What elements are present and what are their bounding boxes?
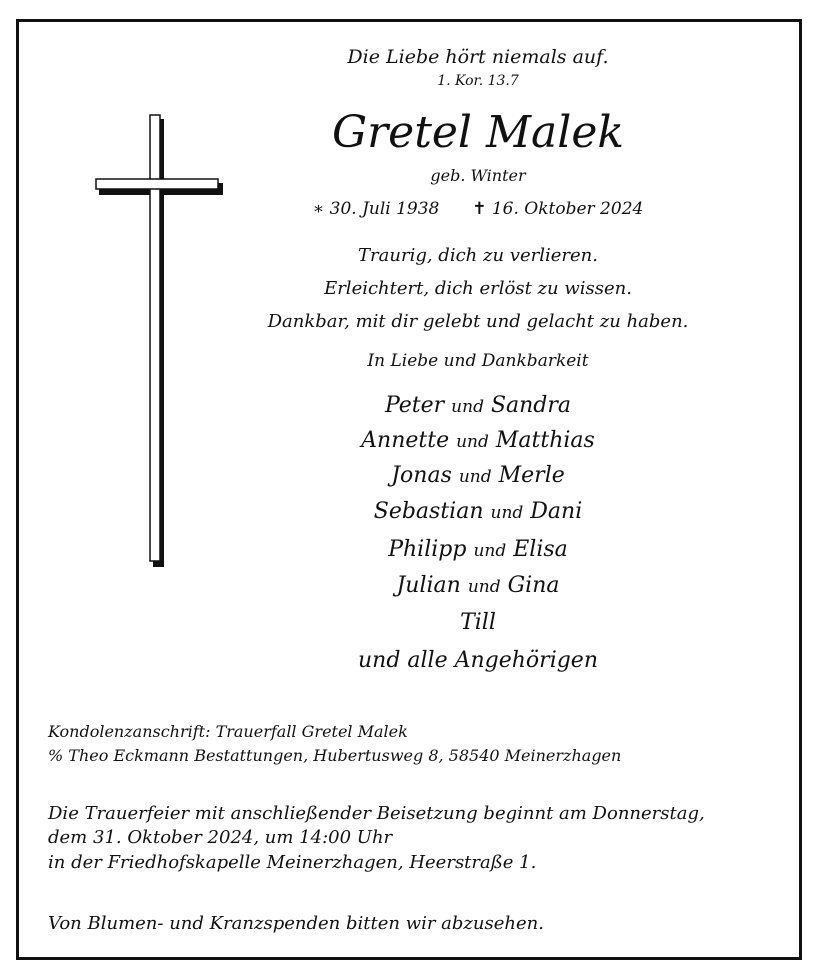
- family-line: Annette und Matthias: [361, 428, 595, 453]
- family-line: Sebastian und Dani: [373, 499, 583, 524]
- motto: Die Liebe hört niemals auf.: [347, 46, 609, 68]
- death-date: 16. Oktober 2024: [491, 199, 644, 219]
- funeral-info: [48, 803, 788, 873]
- verse-line: Dankbar, mit dir gelebt und gelacht zu haben.: [267, 311, 689, 332]
- family-line: Jonas und Merle: [391, 463, 565, 488]
- funeral-line: dem 31. Oktober 2024, um 14:00 Uhr: [48, 827, 393, 848]
- cross-icon: [95, 113, 225, 568]
- single-mourner: Till: [460, 610, 496, 635]
- life-dates: [258, 199, 698, 219]
- funeral-line: in der Friedhofskapelle Meinerzhagen, Heerstraße 1.: [48, 852, 537, 873]
- family-line: Philipp und Elisa: [388, 537, 568, 562]
- flowers-note: Von Blumen- und Kranzspenden bitten wir abzusehen.: [48, 913, 544, 934]
- family-line: Peter und Sandra: [384, 393, 572, 418]
- condolence-address: [48, 722, 788, 765]
- verse-line: Traurig, dich zu verlieren.: [358, 245, 598, 266]
- death-cross-icon: ✝: [472, 199, 487, 219]
- verse-line: Erleichtert, dich erlöst zu wissen.: [324, 278, 632, 299]
- all-relatives: und alle Angehörigen: [357, 648, 598, 673]
- family-line: Julian und Gina: [396, 573, 560, 598]
- verse-reference: 1. Kor. 13.7: [437, 73, 519, 89]
- maiden-name: geb. Winter: [430, 166, 526, 185]
- deceased-name: Gretel Malek: [331, 107, 625, 158]
- dedication: In Liebe und Dankbarkeit: [367, 351, 589, 371]
- flowers-note-block: [48, 913, 788, 934]
- condolence-line: % Theo Eckmann Bestattungen, Hubertusweg 8, 58540 Meinerzhagen: [48, 746, 622, 765]
- birth-star-icon: ∗: [312, 199, 325, 219]
- funeral-line: Die Trauerfeier mit anschließender Beisetzung beginnt am Donnerstag,: [48, 803, 705, 824]
- birth-date: 30. Juli 1938: [329, 199, 440, 219]
- condolence-line: Kondolenzanschrift: Trauerfall Gretel Malek: [48, 722, 408, 741]
